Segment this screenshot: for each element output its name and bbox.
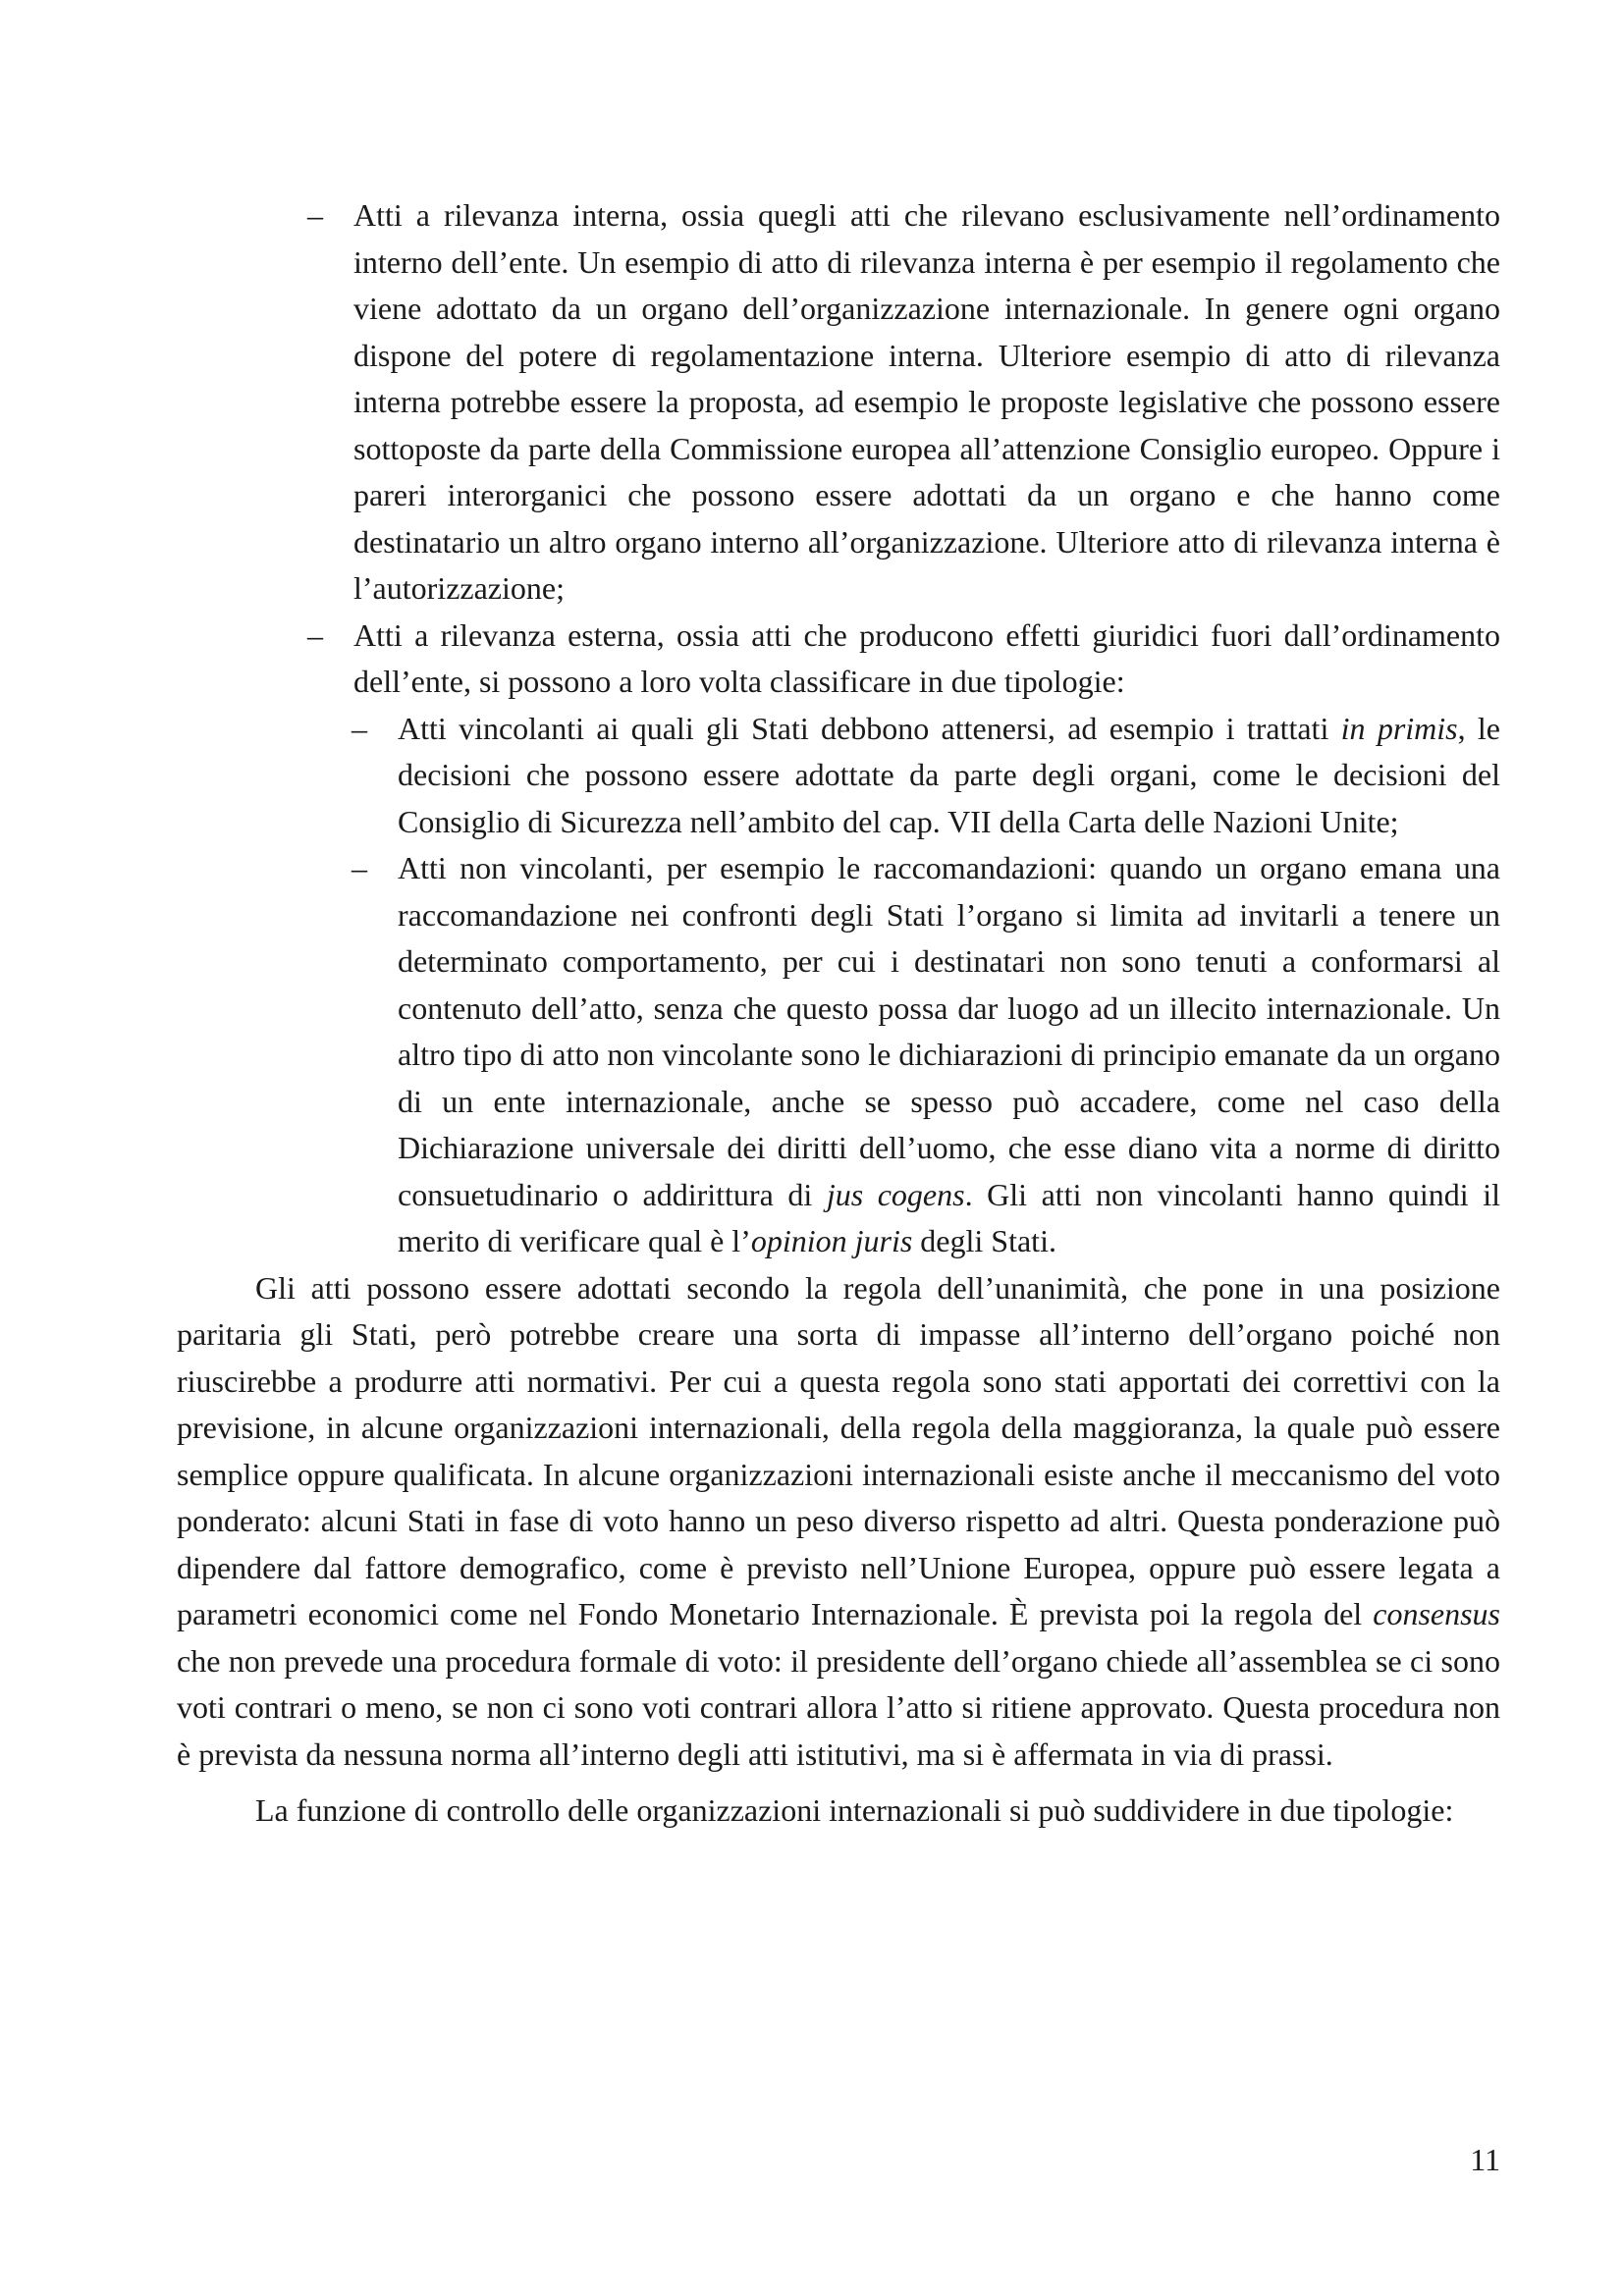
list-item-text: Atti vincolanti ai quali gli Stati debbono attenersi, ad esempio i trattati [398,710,1341,746]
paragraph-text: La funzione di controllo delle organizzazioni internazionali si può suddividere in due tipologie: [255,1792,1454,1828]
paragraph-text: Gli atti possono essere adottati secondo la regola dell’unanimità, che pone in una posizione paritaria gli Stati, però potrebbe creare una sorta di impasse all’interno dell’organo poiché non riuscirebbe a produrre atti normativi. Per cui a questa regola sono stati apportati dei correttivi con la previsione, in alcune organizzazioni internazionali, della regola della maggioranza, la quale può essere semplice oppure qualificata. In alcune organizzazioni internazionali esiste anche il meccanismo del voto ponderato: alcuni Stati in fase di voto hanno un peso diverso rispetto ad altri. Questa ponderazione può dipendere dal fattore demografico, come è previsto nell’Unione Europea, oppure può essere legata a parametri economici come nel Fondo Monetario Internazionale. È prevista poi la regola del [177,1269,1500,1631]
page-number: 11 [1470,2142,1500,2177]
list-item-text: Atti a rilevanza esterna, ossia atti che producono effetti giuridici fuori dall’ordinamento dell’ente, si possono a loro volta classificare in due tipologie: [353,616,1500,699]
body-paragraph-voting [177,1265,1500,1779]
sublist-item-nonbinding-acts [352,845,1501,1265]
italic-term: opinion juris [750,1223,913,1258]
dash-bullet: – [352,710,367,746]
sublist-item-binding-acts [352,706,1501,846]
body-paragraph-control [177,1788,1500,1835]
italic-term: jus cogens [826,1176,965,1212]
list-item-text: degli Stati. [912,1223,1056,1258]
list-item-internal-acts [307,192,1500,613]
list-item-text: Atti non vincolanti, per esempio le raccomandazioni: quando un organo emana una raccomandazione nei confronti degli Stati l’organo si limita ad invitarli a tenere un determinato comportamento, per cui i destinatari non sono tenuti a conformarsi al contenuto dell’atto, senza che questo possa dar luogo ad un illecito internazionale. Un altro tipo di atto non vincolante sono le dichiarazioni di principio emanate da un organo di un ente internazionale, anche se spesso può accadere, come nel caso della Dichiarazione universale dei diritti dell’uomo, che esse diano vita a norme di diritto consuetudinario o addirittura di [398,850,1500,1212]
italic-term: in primis [1340,710,1458,746]
list-item-external-acts [307,613,1500,706]
list-item-text: Atti a rilevanza interna, ossia quegli atti che rilevano esclusivamente nell’ordinamento interno dell’ente. Un esempio di atto di rilevanza interna è per esempio il regolamento che viene adottato da un organo dell’organizzazione internazionale. In genere ogni organo dispone del potere di regolamentazione interna. Ulteriore esempio di atto di rilevanza interna potrebbe essere la proposta, ad esempio le proposte legislative che possono essere sottoposte da parte della Commissione europea all’attenzione Consiglio europeo. Oppure i pareri interorganici che possono essere adottati da un organo e che hanno come destinatario un altro organo interno all’organizzazione. Ulteriore atto di rilevanza interna è l’autorizzazione; [353,197,1500,606]
dash-bullet: – [307,616,323,653]
dash-bullet: – [307,197,323,233]
italic-term: consensus [1373,1596,1500,1631]
list-item-text: , le decisioni che possono essere adottate da parte degli organi, come le decisioni del Consiglio di Sicurezza nell’ambito del cap. VII della Carta delle Nazioni Unite; [398,710,1501,839]
dash-bullet: – [352,850,367,885]
list-item-text: . Gli atti non vincolanti hanno quindi il merito di verificare qual è l’ [398,1176,1501,1258]
page-body [177,192,1500,1835]
paragraph-text: che non prevede una procedura formale di voto: il presidente dell’organo chiede all’assemblea se ci sono voti contrari o meno, se non ci sono voti contrari allora l’atto si ritiene approvato. Questa procedura non è prevista da nessuna norma all’interno degli atti istitutivi, ma si è affermata in via di prassi. [177,1642,1500,1772]
